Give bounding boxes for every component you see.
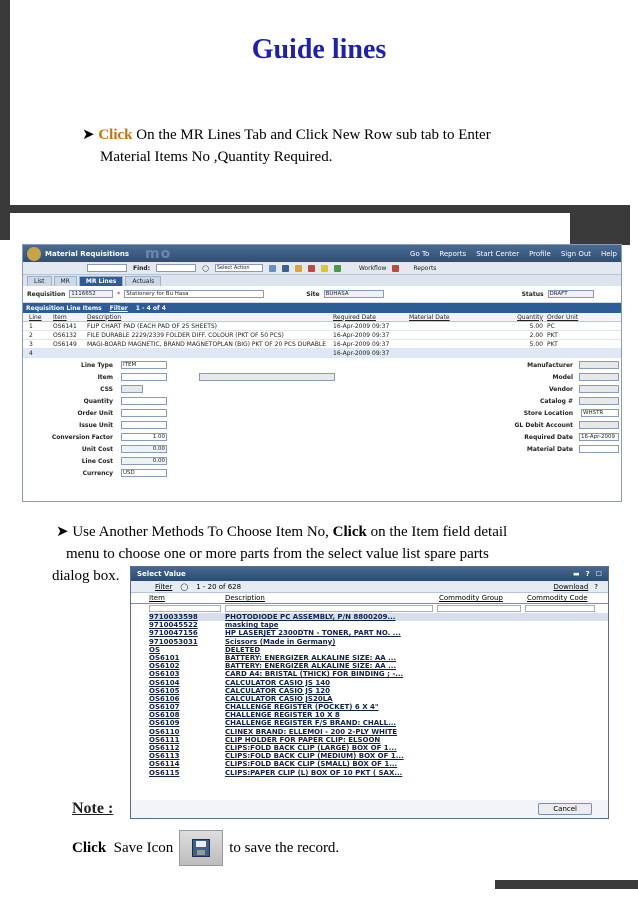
list-item[interactable] <box>149 736 608 744</box>
filter-link[interactable]: Filter <box>155 582 173 591</box>
store-location-field[interactable]: WHSTR <box>581 409 619 417</box>
row-date: 16-Apr-2009 09:37 <box>333 322 390 330</box>
item-description-field[interactable] <box>199 373 335 381</box>
item-desc[interactable]: CLIPS:FOLD BACK CLIP (MEDIUM) BOX OF 1... <box>225 752 404 761</box>
list-item[interactable] <box>149 670 608 678</box>
detail-label: Store Location <box>523 410 573 417</box>
dialog-filter-row <box>131 604 608 613</box>
line-detail <box>23 358 621 480</box>
detail-label: Unit Cost <box>81 446 113 453</box>
arrow-icon: ➤ <box>56 524 69 540</box>
dialog-header <box>131 567 608 581</box>
detail-label: Item <box>97 374 113 381</box>
detail-label: Line Cost <box>81 458 113 465</box>
detail-label: Material Date <box>526 446 573 453</box>
item-code[interactable]: OS6113 <box>149 752 180 761</box>
row-desc: FLIP CHART PAD (EACH PAD OF 25 SHEETS) <box>87 322 218 330</box>
item-code[interactable]: OS6105 <box>149 686 180 695</box>
item-desc[interactable]: CARD A4: BRISTAL (THICK) FOR BINDING ; -... <box>225 670 404 679</box>
item-code[interactable]: 9710053031 <box>149 637 198 646</box>
col-order-unit[interactable]: Order Unit <box>547 313 579 321</box>
query-input[interactable] <box>87 264 127 272</box>
filter-description-input[interactable] <box>225 605 433 612</box>
table-row[interactable] <box>23 340 621 349</box>
save-icon[interactable] <box>282 265 289 272</box>
item-desc[interactable]: CLIPS:PAPER CLIP (L) BOX OF 10 PKT ( SAX... <box>225 768 403 777</box>
header-nav <box>410 250 621 258</box>
filter-item-input[interactable] <box>149 605 221 612</box>
item-desc[interactable]: CLIPS:FOLD BACK CLIP (SMALL) BOX OF 1... <box>225 760 398 769</box>
pager-text: 1 - 4 of 4 <box>135 304 166 312</box>
row-item: OS6149 <box>53 340 77 348</box>
reports-label[interactable]: Reports <box>413 264 437 272</box>
list-item[interactable] <box>149 760 608 768</box>
right-rule-top <box>570 205 630 245</box>
cancel-button[interactable]: Cancel <box>538 803 592 815</box>
row-qty: 5.00 <box>529 322 543 330</box>
table-row-new[interactable] <box>23 349 621 358</box>
detail-label: CSS <box>100 386 113 393</box>
catalog-field[interactable] <box>579 397 619 405</box>
list-item[interactable] <box>149 752 608 760</box>
css-field[interactable] <box>121 385 143 393</box>
dialog-columns <box>131 593 608 604</box>
new-icon[interactable] <box>269 265 276 272</box>
col-quantity[interactable]: Quantity <box>517 313 543 321</box>
minimize-icon[interactable]: ▬ <box>573 570 580 578</box>
item-desc[interactable]: Scissors (Made in Germany) <box>225 637 336 646</box>
list-item[interactable] <box>149 695 608 703</box>
list-item[interactable] <box>149 769 608 777</box>
list-item[interactable] <box>149 711 608 719</box>
item-code[interactable]: OS6101 <box>149 653 180 662</box>
tab-list[interactable]: List <box>27 276 52 286</box>
site-field[interactable]: BUHASA <box>324 290 384 298</box>
detail-label: Vendor <box>548 386 573 393</box>
detail-label: Issue Unit <box>79 422 113 429</box>
detail-label: Currency <box>82 470 113 477</box>
filter-group-input[interactable] <box>437 605 521 612</box>
arrow-icon: ➤ <box>82 127 95 143</box>
detail-label: Line Type <box>81 362 113 369</box>
item-desc[interactable]: PHOTODIODE PC ASSEMBLY, P/N 8800209... <box>225 613 396 621</box>
tab-mr-lines[interactable]: MR Lines <box>79 276 123 286</box>
detail-label: Required Date <box>524 434 573 441</box>
nav-signout[interactable]: Sign Out <box>560 249 592 258</box>
table-row[interactable] <box>23 331 621 340</box>
currency-field[interactable]: USD <box>121 469 167 477</box>
delete-icon[interactable] <box>308 265 315 272</box>
required-date-field[interactable]: 16-Apr-2009 <box>579 433 619 441</box>
item-code[interactable]: OS6112 <box>149 744 180 752</box>
col-item[interactable]: Item <box>149 594 165 602</box>
dialog-title: Select Value <box>137 570 186 578</box>
item-desc[interactable]: CHALLENGE REGISTER F/S BRAND: CHALL... <box>225 719 397 728</box>
select-action[interactable]: Select Action <box>215 264 263 272</box>
item-code[interactable]: OS6109 <box>149 719 180 728</box>
row-date: 16-Apr-2009 09:37 <box>333 340 390 348</box>
list-item[interactable] <box>149 613 608 621</box>
col-description[interactable]: Description <box>87 313 122 321</box>
line-columns <box>23 313 621 322</box>
item-desc[interactable]: CALCULATOR CASIO JS20LA <box>225 694 333 703</box>
requisition-header <box>23 286 621 303</box>
item-code[interactable]: OS6114 <box>149 760 180 769</box>
app-title: Material Requisitions <box>45 249 129 258</box>
requisition-label: Requisition <box>27 290 66 298</box>
item-desc[interactable]: CLIPS:FOLD BACK CLIP (LARGE) BOX OF 1... <box>225 744 397 752</box>
instruction-1 <box>82 124 602 168</box>
app-logo-icon <box>27 247 41 261</box>
manufacturer-field[interactable] <box>579 361 619 369</box>
workflow-label[interactable]: Workflow <box>358 264 387 272</box>
col-line[interactable]: Line <box>29 313 42 321</box>
save-instruction <box>72 830 339 866</box>
dialog-footer <box>131 800 608 818</box>
list-item[interactable] <box>149 662 608 670</box>
status-field[interactable]: DRAFT <box>548 290 594 298</box>
item-desc[interactable]: CALCULATOR CASIO JS 120 <box>225 686 331 695</box>
order-unit-field[interactable] <box>121 409 167 417</box>
row-unit: PC <box>547 322 555 330</box>
row-item: OS6141 <box>53 322 77 330</box>
item-desc[interactable]: CLIP HOLDER FOR PAPER CLIP: ELSOON <box>225 735 381 744</box>
row-line: 1 <box>29 322 33 330</box>
download-link[interactable]: Download <box>553 582 589 591</box>
status-label: Status <box>521 290 544 298</box>
col-required-date[interactable]: Required Date <box>333 313 376 321</box>
instruction-2-b: on the Item field detail <box>366 524 508 540</box>
help-icon[interactable]: ? <box>585 570 590 578</box>
list-item[interactable] <box>149 654 608 662</box>
item-code[interactable]: OS6106 <box>149 694 180 703</box>
row-qty: 2.00 <box>529 331 543 339</box>
row-item: OS6132 <box>53 331 77 339</box>
toolbar <box>23 262 621 275</box>
item-code[interactable]: OS6115 <box>149 768 180 777</box>
nav-reports[interactable]: Reports <box>439 249 467 258</box>
item-desc[interactable]: HP LASERJET 2300DTN - TONER, PART NO. ... <box>225 629 401 638</box>
nav-start-center[interactable]: Start Center <box>476 249 520 258</box>
note-heading: Note : <box>72 800 114 817</box>
nav-goto[interactable]: Go To <box>410 249 430 258</box>
close-icon[interactable]: ☐ <box>595 570 602 578</box>
tab-strip <box>23 275 621 286</box>
instruction-1-text-2: Material Items No ,Quantity Required. <box>100 149 333 165</box>
required-star: * <box>117 290 121 298</box>
vendor-field[interactable] <box>579 385 619 393</box>
item-desc[interactable]: CLINEX BRAND: ELLEMOI - 200 2-PLY WHITE <box>225 727 398 736</box>
list-item[interactable] <box>149 719 608 727</box>
quantity-field[interactable] <box>121 397 167 405</box>
binoculars-icon[interactable]: ◯ <box>202 264 209 272</box>
item-desc[interactable]: DELETED <box>225 645 261 654</box>
item-code[interactable]: OS6107 <box>149 703 180 712</box>
list-item[interactable] <box>149 638 608 646</box>
item-code[interactable]: OS6108 <box>149 711 180 720</box>
click-word: Click <box>98 127 133 143</box>
item-code[interactable]: OS6110 <box>149 727 180 736</box>
row-desc: FILE DURABLE 2229/2339 FOLDER DIFF. COLOUR (PKT OF 50 PCS) <box>87 331 284 339</box>
row-unit: PKT <box>547 331 558 339</box>
list-item[interactable] <box>149 703 608 711</box>
col-material-date[interactable]: Material Date <box>409 313 450 321</box>
click-word: Click <box>332 524 367 540</box>
value-list <box>131 613 608 777</box>
item-code[interactable]: OS6103 <box>149 670 180 679</box>
help-icon[interactable]: ? <box>594 582 598 591</box>
tab-mr[interactable]: MR <box>54 276 77 286</box>
model-field[interactable] <box>579 373 619 381</box>
workflow-icon[interactable] <box>392 265 399 272</box>
line-cost-field[interactable]: 0.00 <box>121 457 167 465</box>
list-item[interactable] <box>149 728 608 736</box>
detail-label: Conversion Factor <box>51 434 113 441</box>
site-label: Site <box>306 290 320 298</box>
issue-unit-field[interactable] <box>121 421 167 429</box>
item-desc[interactable]: BATTERY: ENERGIZER ALKALINE SIZE: AA ... <box>225 653 397 662</box>
list-item[interactable] <box>149 621 608 629</box>
item-desc[interactable]: BATTERY: ENERGIZER ALKALINE SIZE: AA ... <box>225 662 397 671</box>
detail-label: GL Debit Account <box>514 422 573 429</box>
mid-rule <box>0 205 630 213</box>
unit-cost-field[interactable]: 0.00 <box>121 445 167 453</box>
line-type-field[interactable]: ITEM <box>121 361 167 369</box>
binoculars-icon[interactable]: ◯ <box>180 582 189 591</box>
list-item[interactable] <box>149 744 608 752</box>
save-instruction-a: Save Icon <box>106 840 174 856</box>
click-word: Click <box>72 840 107 856</box>
detail-label: Order Unit <box>77 410 113 417</box>
item-desc[interactable]: CALCULATOR CASIO JS 140 <box>225 678 331 687</box>
dialog-toolbar <box>131 581 608 593</box>
row-qty: 5.00 <box>529 340 543 348</box>
approve-icon[interactable] <box>321 265 328 272</box>
nav-profile[interactable]: Profile <box>529 249 551 258</box>
detail-label: Catalog # <box>540 398 573 405</box>
col-commodity-group[interactable]: Commodity Group <box>439 594 503 602</box>
save-icon[interactable] <box>179 830 223 866</box>
item-desc[interactable]: masking tape <box>225 621 279 630</box>
detail-label: Manufacturer <box>527 362 573 369</box>
row-date: 16-Apr-2009 09:37 <box>333 331 390 339</box>
material-date-field[interactable] <box>579 445 619 453</box>
item-code[interactable]: OS <box>149 645 160 654</box>
filter-code-input[interactable] <box>525 605 595 612</box>
row-line: 3 <box>29 340 33 348</box>
col-description[interactable]: Description <box>225 594 265 602</box>
row-line: 2 <box>29 331 33 339</box>
list-item[interactable] <box>149 646 608 654</box>
filter-link[interactable]: Filter <box>109 304 128 312</box>
find-input[interactable] <box>156 264 196 272</box>
item-desc[interactable]: CHALLENGE REGISTER 10 X 8 <box>225 711 340 720</box>
app-header <box>23 245 621 262</box>
detail-label: Model <box>552 374 573 381</box>
gl-debit-field[interactable] <box>579 421 619 429</box>
item-code[interactable]: 9710047156 <box>149 629 198 638</box>
list-item[interactable] <box>149 629 608 637</box>
table-row[interactable] <box>23 322 621 331</box>
row-unit: PKT <box>547 340 558 348</box>
item-code[interactable]: OS6111 <box>149 735 180 744</box>
item-field[interactable] <box>121 373 167 381</box>
instruction-2-line3: dialog box. <box>52 568 120 584</box>
item-desc[interactable]: CHALLENGE REGISTER (POCKET) 6 X 4" <box>225 703 379 712</box>
col-commodity-code[interactable]: Commodity Code <box>527 594 588 602</box>
row-date[interactable]: 16-Apr-2009 09:37 <box>333 349 390 357</box>
item-code[interactable]: OS6102 <box>149 662 180 671</box>
mr-screenshot <box>22 244 622 502</box>
instruction-1-text: On the MR Lines Tab and Click New Row sub tab to Enter <box>132 127 491 143</box>
find-label: Find: <box>133 264 151 272</box>
col-item[interactable]: Item <box>53 313 67 321</box>
save-instruction-b: to save the record. <box>229 840 340 856</box>
line-items-header <box>23 303 621 313</box>
item-code[interactable]: OS6104 <box>149 678 180 687</box>
item-code[interactable]: 9710045522 <box>149 621 198 630</box>
row-line[interactable]: 4 <box>29 349 33 357</box>
description-field[interactable]: Stationery for Bu Hasa <box>124 290 264 298</box>
requisition-field[interactable]: 1116652 <box>69 290 113 298</box>
section-title: Requisition Line Items <box>26 304 102 312</box>
conversion-factor-field[interactable]: 1.00 <box>121 433 167 441</box>
item-code[interactable]: 9710033598 <box>149 613 198 621</box>
select-value-dialog <box>130 566 609 819</box>
list-item[interactable] <box>149 679 608 687</box>
bulletin-icon[interactable] <box>295 265 302 272</box>
pager-text: 1 - 20 of 628 <box>196 582 242 591</box>
nav-help[interactable]: Help <box>601 249 617 258</box>
brand-mark: mo <box>145 245 172 262</box>
instruction-2-line2: menu to choose one or more parts from the select value list spare parts <box>66 546 489 562</box>
page-title: Guide lines <box>251 34 387 65</box>
list-item[interactable] <box>149 687 608 695</box>
detail-label: Quantity <box>83 398 113 405</box>
instruction-2-a: Use Another Methods To Choose Item No, <box>72 524 333 540</box>
tab-actuals[interactable]: Actuals <box>125 276 161 286</box>
refresh-icon[interactable] <box>334 265 341 272</box>
right-rule-bottom <box>495 880 638 889</box>
row-desc: MAGI-BOARD MAGNETIC, BRAND MAGNETOPLAN (BIG) PKT OF 20 PCS DURABLE <box>87 340 326 348</box>
